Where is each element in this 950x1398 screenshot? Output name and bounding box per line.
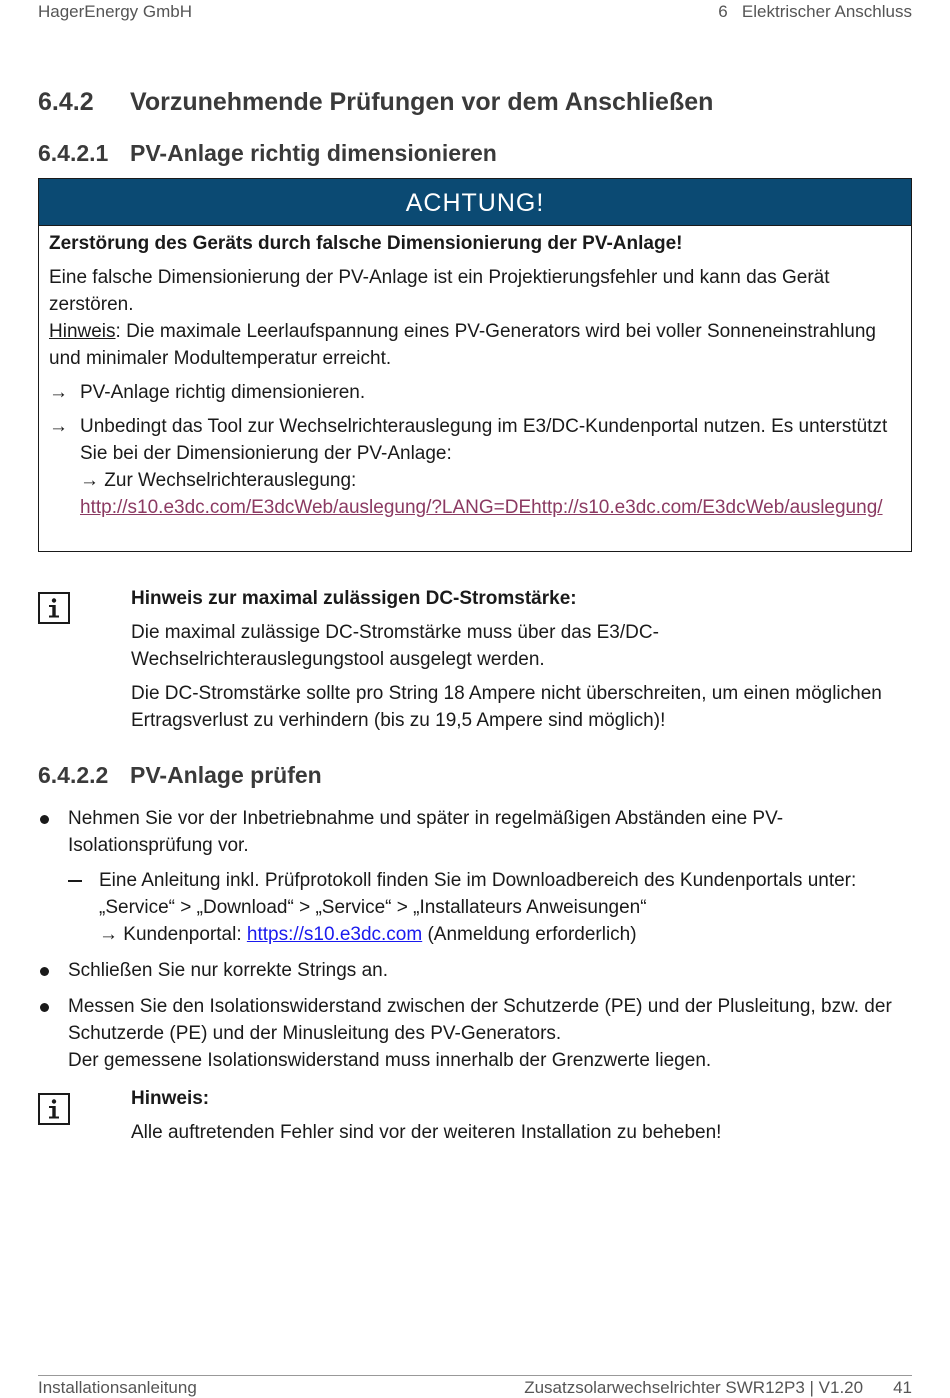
arrow-right-icon: → xyxy=(99,924,124,945)
warning-action-1 xyxy=(49,379,901,406)
list-item-text: Schließen Sie nur korrekte Strings an. xyxy=(68,960,388,981)
sub-item-text: Eine Anleitung inkl. Prüfprotokoll finden Sie im Downloadbereich des Kundenportals unter: xyxy=(99,870,857,891)
hint-label: Hinweis xyxy=(49,321,116,342)
auslegung-link[interactable]: http://s10.e3dc.com/E3dcWeb/auslegung/?LANG=DEhttp://s10.e3dc.com/E3dcWeb/auslegung/ xyxy=(80,497,883,518)
hint-text: : Die maximale Leerlaufspannung eines PV-Generators wird bei voller Sonneneinstrahlung und minimaler Modultemperatur erreicht. xyxy=(49,321,876,369)
note-text: Alle auftretenden Fehler sind vor der weiteren Installation zu beheben! xyxy=(131,1122,722,1143)
note-dc-current xyxy=(131,585,911,734)
arrow-right-icon: → xyxy=(49,382,68,403)
footer-doc-type: Installationsanleitung xyxy=(38,1378,197,1397)
list-item xyxy=(38,993,912,1074)
sub-item-path: „Service“ > „Download“ > „Service“ > „Installateurs Anweisungen“ xyxy=(99,897,647,918)
list-item-text: Der gemessene Isolationswiderstand muss innerhalb der Grenzwerte liegen. xyxy=(68,1050,712,1071)
section-title: PV-Anlage prüfen xyxy=(130,762,322,788)
footer-product-name: Zusatzsolarwechselrichter SWR12P3 | V1.20 xyxy=(524,1378,864,1397)
section-heading-6-4-2-1 xyxy=(38,140,497,167)
note-text: Die DC-Stromstärke sollte pro String 18 Ampere nicht überschreiten, um einen möglichen Ertragsverlust zu verhindern (bis zu 19,5 Ampere sind möglich)! xyxy=(131,683,882,731)
list-item xyxy=(38,805,912,948)
portal-suffix: (Anmeldung erforderlich) xyxy=(422,924,637,945)
section-heading-6-4-2 xyxy=(38,88,713,117)
dash-marker xyxy=(68,880,82,882)
note-title: Hinweis: xyxy=(131,1088,210,1109)
header-company: HagerEnergy GmbH xyxy=(38,2,193,21)
bullet-dot xyxy=(40,967,49,976)
action-text: PV-Anlage richtig dimensionieren. xyxy=(80,382,366,403)
section-heading-6-4-2-2 xyxy=(38,762,322,789)
warning-hint xyxy=(49,318,901,372)
warning-action-2 xyxy=(49,413,901,521)
list-item-text: Messen Sie den Isolationswiderstand zwischen der Schutzerde (PE) und der Plusleitung, bzw. der Schutzerde (PE) und der Minusleitung des PV-Generators. xyxy=(68,996,892,1044)
header-section: 6 Elektrischer Anschluss xyxy=(718,2,912,21)
bullet-list xyxy=(38,805,912,1074)
note-title: Hinweis zur maximal zulässigen DC-Stromstärke: xyxy=(131,588,577,609)
note-text: Die maximal zulässige DC-Stromstärke muss über das E3/DC-Wechselrichterauslegungstool ausgelegt werden. xyxy=(131,622,659,670)
warning-subtitle: Zerstörung des Geräts durch falsche Dimensionierung der PV-Anlage! xyxy=(49,233,683,254)
section-title: Vorzunehmende Prüfungen vor dem Anschließen xyxy=(130,88,714,116)
warning-heading: ACHTUNG! xyxy=(39,179,911,226)
info-icon xyxy=(38,1093,70,1125)
portal-label: Kundenportal: xyxy=(123,924,247,945)
section-number: 6.4.2.1 xyxy=(38,140,109,166)
action-text: Unbedingt das Tool zur Wechselrichterauslegung im E3/DC-Kundenportal nutzen. Es unterstützt Sie bei der Dimensionierung der PV-Anlage: xyxy=(80,416,888,464)
info-icon xyxy=(38,592,70,624)
bullet-dot xyxy=(40,815,49,824)
arrow-right-icon: → xyxy=(49,416,68,437)
warning-box xyxy=(38,178,912,552)
sub-list-item xyxy=(68,867,912,948)
note-errors xyxy=(131,1085,911,1146)
section-number: 6.4.2.2 xyxy=(38,762,109,788)
portal-link[interactable]: https://s10.e3dc.com xyxy=(246,924,423,945)
footer-product xyxy=(524,1378,912,1398)
action-subtext: Zur Wechselrichterauslegung: xyxy=(104,470,357,491)
page-number: 41 xyxy=(893,1378,912,1397)
arrow-right-icon: → xyxy=(80,470,105,491)
warning-text: Eine falsche Dimensionierung der PV-Anlage ist ein Projektierungsfehler und kann das Gerät zerstören. xyxy=(49,267,830,315)
section-title: PV-Anlage richtig dimensionieren xyxy=(130,140,497,166)
bullet-dot xyxy=(40,1003,49,1012)
list-item-text: Nehmen Sie vor der Inbetriebnahme und später in regelmäßigen Abständen eine PV-Isolationsprüfung vor. xyxy=(68,808,784,856)
footer-divider xyxy=(38,1375,912,1376)
list-item xyxy=(38,957,912,984)
section-number: 6.4.2 xyxy=(38,88,94,116)
